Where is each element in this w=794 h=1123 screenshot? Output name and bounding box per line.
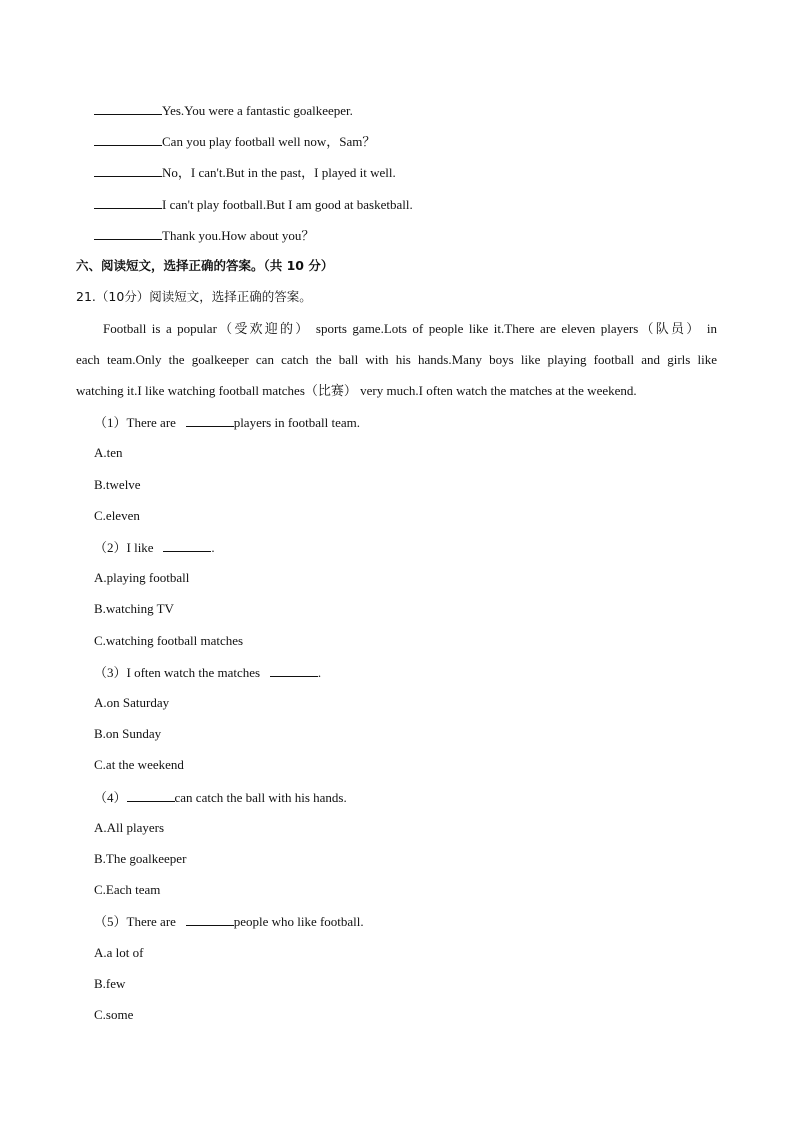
- subquestion-prompt-end: can catch the ball with his hands.: [174, 790, 347, 805]
- subquestion-prompt: （5）There are: [94, 914, 180, 929]
- option-b[interactable]: B.The goalkeeper: [94, 851, 187, 866]
- subquestion-5: [94, 913, 364, 930]
- answer-blank[interactable]: [94, 164, 162, 177]
- option-b[interactable]: B.watching TV: [94, 601, 174, 616]
- subquestion-prompt: （3）I often watch the matches: [94, 665, 264, 680]
- option-b[interactable]: B.few: [94, 976, 126, 991]
- dialogue-text: Yes.You were a fantastic goalkeeper.: [162, 103, 353, 118]
- section-title: 六、阅读短文，选择正确的答案。（共 10 分）: [76, 258, 334, 273]
- subquestion-prompt-end: players in football team.: [233, 415, 361, 430]
- option-c[interactable]: C.at the weekend: [94, 757, 184, 772]
- subquestion-prompt-end: people who like football.: [233, 914, 364, 929]
- dialogue-line-1: [94, 102, 353, 119]
- subquestion-prompt-end: .: [211, 540, 215, 555]
- dialogue-text: Thank you.How about you？: [162, 228, 315, 243]
- subquestion-prompt-end: .: [317, 665, 322, 680]
- answer-blank[interactable]: [94, 133, 162, 146]
- answer-blank[interactable]: [94, 102, 162, 115]
- answer-blank[interactable]: [163, 539, 211, 552]
- subquestion-prompt: （2）I like: [94, 540, 157, 555]
- option-c[interactable]: C.eleven: [94, 508, 140, 523]
- dialogue-text: Can you play football well now，Sam？: [162, 134, 376, 149]
- option-a[interactable]: A.All players: [94, 820, 165, 835]
- passage-line-1: Football is a popular（受欢迎的） sports game.Lots of people like it.There are eleven players（队员） in: [103, 321, 717, 336]
- subquestion-4: [94, 789, 347, 806]
- option-c[interactable]: C.Each team: [94, 882, 161, 897]
- answer-blank[interactable]: [94, 227, 162, 240]
- question-header: 21.（10分）阅读短文，选择正确的答案。: [76, 289, 312, 304]
- subquestion-prompt: （4）: [94, 790, 127, 805]
- option-b[interactable]: B.twelve: [94, 477, 141, 492]
- option-a[interactable]: A.a lot of: [94, 945, 144, 960]
- answer-blank[interactable]: [270, 664, 318, 677]
- subquestion-3: [94, 664, 321, 681]
- option-a[interactable]: A.on Saturday: [94, 695, 170, 710]
- passage-line-2: each team.Only the goalkeeper can catch the ball with his hands.Many boys like playing football and girls like: [76, 352, 717, 367]
- subquestion-prompt: （1）There are: [94, 415, 180, 430]
- dialogue-line-4: [94, 196, 413, 213]
- subquestion-2: [94, 539, 215, 556]
- dialogue-text: I can't play football.But I am good at basketball.: [162, 197, 413, 212]
- subquestion-1: [94, 414, 360, 431]
- option-c[interactable]: C.some: [94, 1007, 134, 1022]
- answer-blank[interactable]: [186, 913, 234, 926]
- option-a[interactable]: A.ten: [94, 445, 123, 460]
- dialogue-line-5: [94, 227, 314, 244]
- answer-blank[interactable]: [186, 414, 234, 427]
- option-a[interactable]: A.playing football: [94, 570, 190, 585]
- option-b[interactable]: B.on Sunday: [94, 726, 162, 741]
- answer-blank[interactable]: [94, 196, 162, 209]
- dialogue-line-3: [94, 164, 396, 181]
- dialogue-line-2: [94, 133, 375, 150]
- passage-line-3: watching it.I like watching football matches（比赛） very much.I often watch the matches at the weekend.: [76, 383, 637, 398]
- dialogue-text: No，I can't.But in the past，I played it well.: [162, 165, 396, 180]
- option-c[interactable]: C.watching football matches: [94, 633, 244, 648]
- answer-blank[interactable]: [127, 789, 175, 802]
